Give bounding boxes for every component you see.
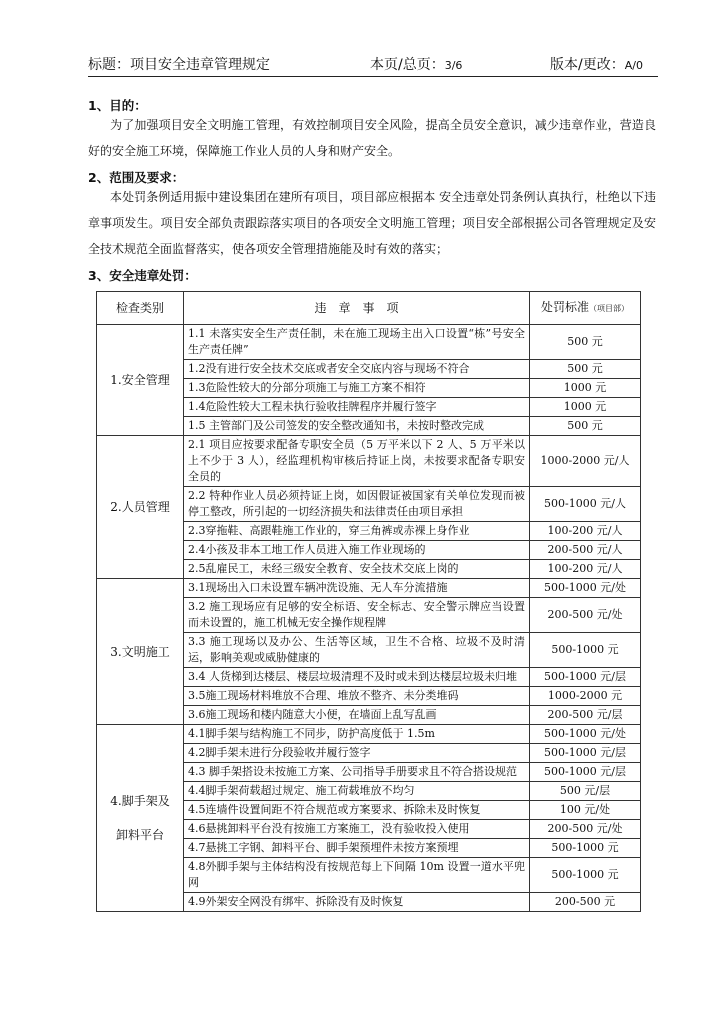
violation-item: 3.1现场出入口未设置车辆冲洗设施、无人车分流措施 (184, 579, 530, 598)
violation-item: 2.1 项目应按要求配备专职安全员（5 万平米以下 2 人、5 万平米以上不少于 3 人），经监理机构审核后持证上岗，未按要求配备专职安全员的 (184, 436, 530, 487)
violation-item: 2.5乱雇民工，未经三级安全教育、安全技术交底上岗的 (184, 560, 530, 579)
violation-item: 2.3穿拖鞋、高跟鞋施工作业的，穿三角裤或赤裸上身作业 (184, 522, 530, 541)
violation-item: 4.1脚手架与结构施工不同步，防护高度低于 1.5m (184, 725, 530, 744)
penalty-value: 200-500 元/处 (530, 598, 641, 633)
violation-item: 4.9外架安全网没有绑牢、拆除没有及时恢复 (184, 893, 530, 912)
header-divider (88, 76, 658, 77)
violation-item: 3.5施工现场材料堆放不合理、堆放不整齐、未分类堆码 (184, 687, 530, 706)
violation-item: 4.3 脚手架搭设未按施工方案、公司指导手册要求且不符合搭设规范 (184, 763, 530, 782)
violation-item: 3.3 施工现场以及办公、生活等区域，卫生不合格、垃圾不及时清运，影响美观或威胁健康的 (184, 633, 530, 668)
section-paragraph-scope (88, 184, 656, 262)
penalty-value: 1000 元 (530, 379, 641, 398)
penalty-value: 500 元 (530, 417, 641, 436)
violation-item: 4.8外脚手架与主体结构没有按规范每上下间隔 10m 设置一道水平兜网 (184, 858, 530, 893)
violation-item: 4.2脚手架未进行分段验收并履行签字 (184, 744, 530, 763)
penalty-value: 100-200 元/人 (530, 560, 641, 579)
violation-item: 1.3危险性较大的分部分项施工与施工方案不相符 (184, 379, 530, 398)
version-label: 版本/更改： (550, 57, 625, 73)
header-category: 检查类别 (97, 292, 184, 325)
violation-item: 2.2 特种作业人员必须持证上岗，如因假证被国家有关单位发现而被停工整改，所引起的一切经济损失和法律责任由项目承担 (184, 487, 530, 522)
penalty-value: 500-1000 元/处 (530, 579, 641, 598)
penalty-value: 500-1000 元 (530, 633, 641, 668)
penalty-value: 500-1000 元/人 (530, 487, 641, 522)
penalty-value: 100 元/处 (530, 801, 641, 820)
section-heading-scope: 2、范围及要求： (88, 170, 185, 185)
penalty-value: 500-1000 元/层 (530, 744, 641, 763)
section-heading-purpose: 1、目的： (88, 98, 147, 113)
scope-text: 本处罚条例适用振中建设集团在建所有项目，项目部应根据本 安全违章处罚条例认真执行，杜绝以下违章事项发生。项目安全部负责跟踪落实项目的各项安全文明施工管理；项目安全部根据公司各管理规定及安全技术规范全面监督落实，使各项安全管理措施能及时有效的落实； (88, 190, 656, 256)
violation-item: 1.1 未落实安全生产责任制，未在施工现场主出入口设置“栋”号安全生产责任牌” (184, 325, 530, 360)
penalty-value: 200-500 元 (530, 893, 641, 912)
penalty-value: 500-1000 元 (530, 858, 641, 893)
violation-item: 4.7悬挑工字钢、卸料平台、脚手架预埋件未按方案预埋 (184, 839, 530, 858)
section-heading-penalties: 3、安全违章处罚： (88, 268, 197, 283)
page-label: 本页/总页： (370, 57, 445, 73)
penalty-value: 500-1000 元/处 (530, 725, 641, 744)
penalty-value: 1000-2000 元/人 (530, 436, 641, 487)
penalty-value: 1000 元 (530, 398, 641, 417)
category-cell: 2.人员管理 (97, 436, 184, 579)
table-row (97, 436, 641, 487)
page-count (370, 54, 462, 74)
page-value: 3/6 (444, 59, 463, 72)
header-penalty-note: （项目部） (589, 304, 629, 313)
header-item: 违 章 事 项 (184, 292, 530, 325)
penalty-value: 200-500 元/人 (530, 541, 641, 560)
table-row (97, 725, 641, 744)
table-row (97, 579, 641, 598)
violation-item: 4.5连墙件设置间距不符合规范或方案要求、拆除未及时恢复 (184, 801, 530, 820)
category-cell (97, 725, 184, 912)
table-header-row (97, 292, 641, 325)
violation-item: 3.4 人货梯到达楼层、楼层垃圾清理不及时或未到达楼层垃圾未归堆 (184, 668, 530, 687)
header-penalty-label: 处罚标准 (540, 300, 589, 314)
violation-item: 1.4危险性较大工程未执行验收挂牌程序并履行签字 (184, 398, 530, 417)
table-row (97, 325, 641, 360)
category-cell: 1.安全管理 (97, 325, 184, 436)
document-header (88, 48, 658, 78)
violation-item: 1.5 主管部门及公司签发的安全整改通知书，未按时整改完成 (184, 417, 530, 436)
category-line-1: 4.脚手架及 (110, 794, 170, 808)
penalty-value: 200-500 元/层 (530, 706, 641, 725)
penalty-value: 500-1000 元/层 (530, 668, 641, 687)
violation-item: 4.6悬挑卸料平台没有按施工方案施工，没有验收投入使用 (184, 820, 530, 839)
penalty-table (96, 291, 641, 912)
version-value: A/0 (624, 59, 643, 72)
penalty-value: 500 元/层 (530, 782, 641, 801)
document-title: 标题：项目安全违章管理规定 (88, 57, 270, 73)
category-cell: 3.文明施工 (97, 579, 184, 725)
section-paragraph-purpose (88, 112, 656, 164)
penalty-value: 500 元 (530, 360, 641, 379)
penalty-value: 500 元 (530, 325, 641, 360)
header-penalty (530, 292, 641, 325)
penalty-value: 500-1000 元/层 (530, 763, 641, 782)
category-line-2: 卸料平台 (115, 828, 164, 842)
violation-item: 3.6施工现场和楼内随意大小便，在墙面上乱写乱画 (184, 706, 530, 725)
penalty-value: 200-500 元/处 (530, 820, 641, 839)
violation-item: 2.4小孩及非本工地工作人员进入施工作业现场的 (184, 541, 530, 560)
purpose-text: 为了加强项目安全文明施工管理，有效控制项目安全风险，提高全员安全意识，减少违章作业，营造良好的安全施工环境，保障施工作业人员的人身和财产安全。 (88, 118, 656, 158)
violation-item: 4.4脚手架荷载超过规定、施工荷载堆放不均匀 (184, 782, 530, 801)
violation-item: 3.2 施工现场应有足够的安全标语、安全标志、安全警示牌应当设置而未设置的，施工机械无安全操作规程牌 (184, 598, 530, 633)
violation-item: 1.2没有进行安全技术交底或者安全交底内容与现场不符合 (184, 360, 530, 379)
version-info (550, 54, 643, 74)
penalty-value: 100-200 元/人 (530, 522, 641, 541)
penalty-value: 1000-2000 元 (530, 687, 641, 706)
penalty-value: 500-1000 元 (530, 839, 641, 858)
